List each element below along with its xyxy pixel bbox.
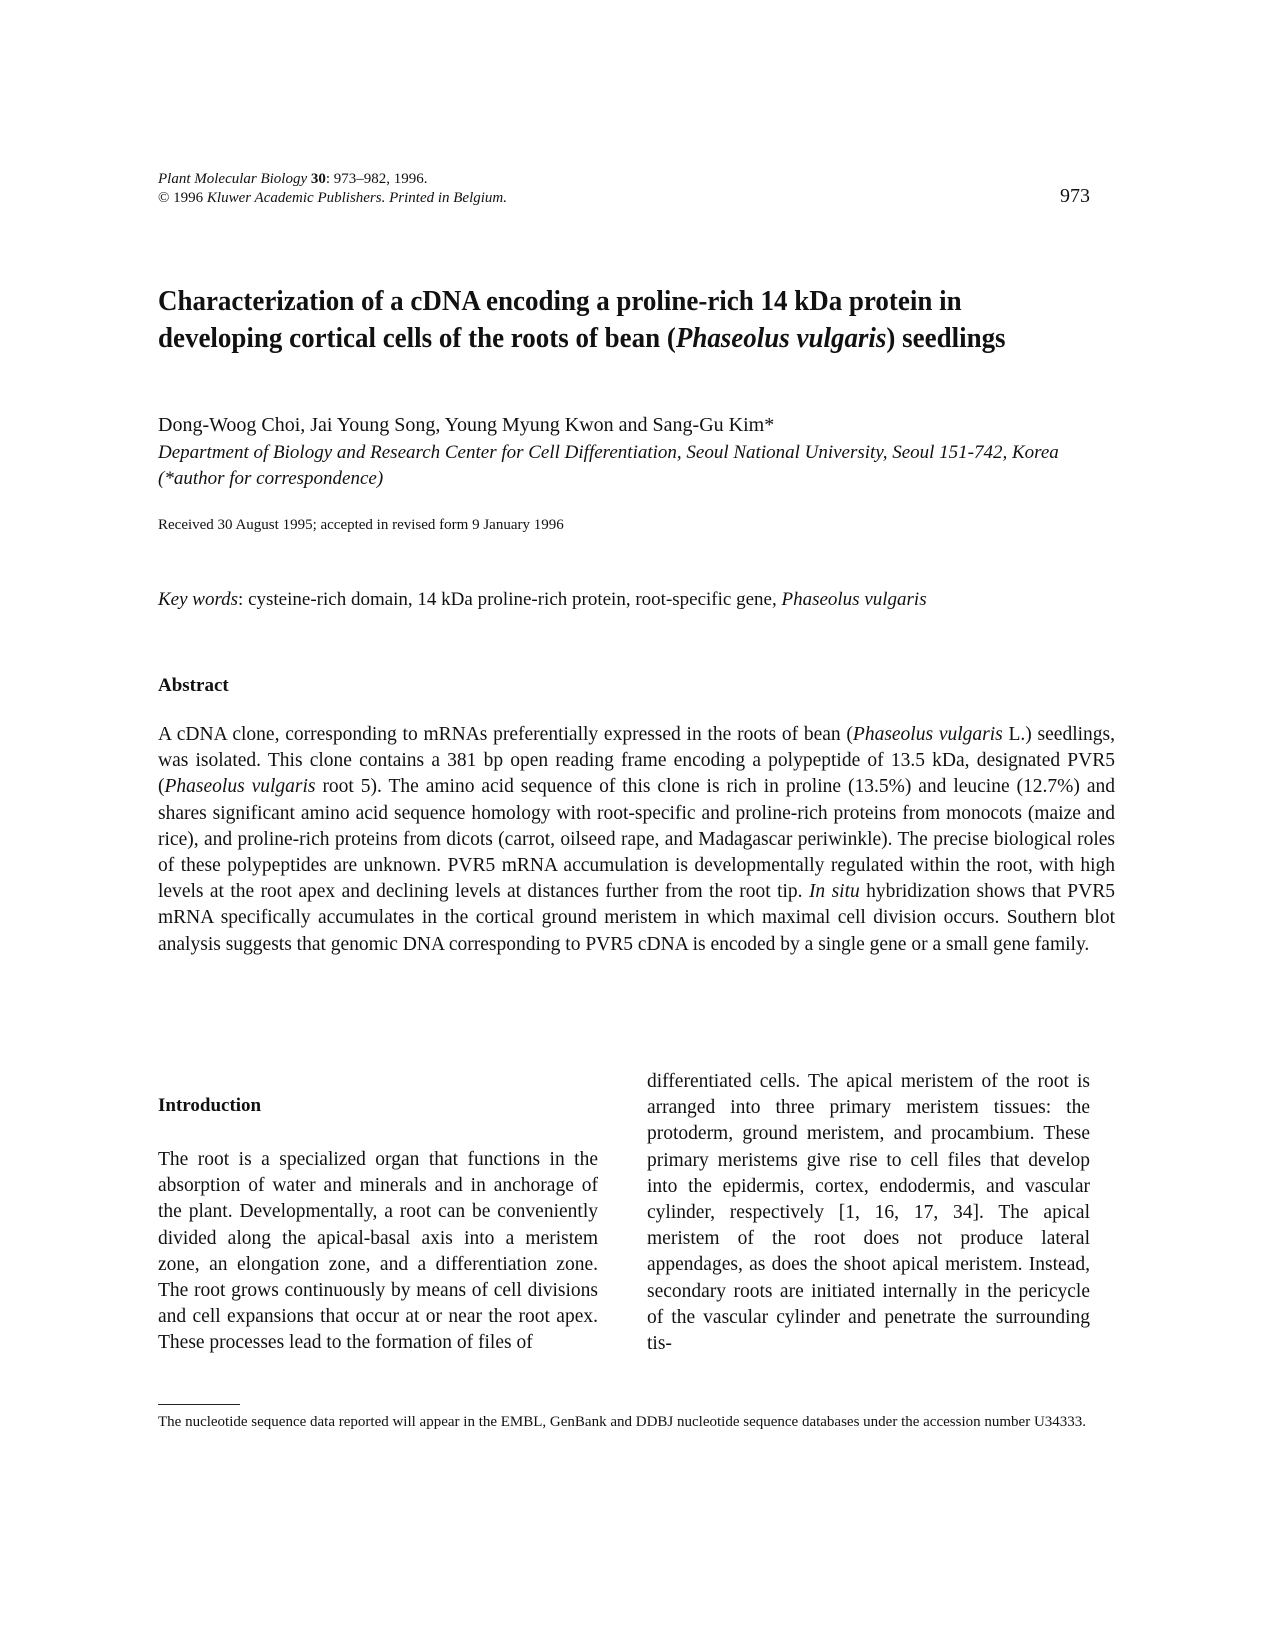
abstract-segment: root 5). The amino acid sequence of this clone is rich in proline (13.5%) and leucine (12.7%) and shares significant amino acid sequence homology with root-specific and proline-rich proteins from monocots (maize and rice), and proline-rich proteins from dicots (carrot, oilseed rape, and Madagascar periwinkle). The precise biological roles of these polypeptides are unknown. PVR5 mRNA accumulation is developmentally regulated within the root, with high levels at the root apex and declining levels at distances further from the root tip.	[158, 776, 1115, 903]
publisher: Kluwer Academic Publishers. Printed in Belgium.	[206, 190, 508, 206]
introduction-heading: Introduction	[158, 1095, 262, 1116]
journal-volume: 30	[310, 171, 326, 187]
abstract-segment: A cDNA clone, corresponding to mRNAs preferentially expressed in the roots of bean (	[158, 724, 853, 745]
footnote: The nucleotide sequence data reported will appear in the EMBL, GenBank and DDBJ nucleotide sequence databases under the accession number U34333.	[158, 1414, 1087, 1430]
title-main: Characterization of a cDNA encoding a proline-rich 14 kDa protein in developing cortical cells of the roots of bean (	[158, 285, 962, 354]
abstract-species: Phaseolus vulgaris	[852, 724, 1003, 745]
title-species: Phaseolus vulgaris	[675, 322, 887, 354]
paper-title	[158, 283, 1051, 357]
introduction-right-column: differentiated cells. The apical meristem of the root is arranged into three primary meristem tissues: the protoderm, ground meristem, and procambium. These primary meristems give rise to cell files that develop into the epidermis, cortex, endodermis, and vascular cylinder, respectively [1, 16, 17, 34]. The apical meristem of the root does not produce lateral appendages, as does the shoot apical meristem. Instead, secondary roots are initiated internally in the pericycle of the vascular cylinder and penetrate the surrounding tis-	[647, 1071, 1090, 1355]
introduction-left-column: The root is a specialized organ that functions in the absorption of water and minerals and in anchorage of the plant. Developmentally, a root can be conveniently divided along the apical-basal axis into a meristem zone, an elongation zone, and a differentiation zone. The root grows continuously by means of cell divisions and cell expansions that occur at or near the root apex. These processes lead to the formation of files of	[158, 1149, 598, 1354]
author-list: Dong-Woog Choi, Jai Young Song, Young Myung Kwon and Sang-Gu Kim*	[158, 414, 775, 436]
affiliation: Department of Biology and Research Center for Cell Differentiation, Seoul National University, Seoul 151-742, Korea (*author for correspondence)	[158, 442, 1059, 489]
abstract-body	[158, 722, 1115, 958]
abstract-heading: Abstract	[158, 675, 229, 696]
abstract-species: Phaseolus vulgaris	[164, 776, 316, 798]
page-number: 973	[1060, 185, 1090, 207]
journal-name: Plant Molecular Biology	[158, 171, 308, 187]
keywords-label: Key words	[158, 589, 239, 610]
journal-citation	[158, 170, 507, 208]
journal-pages-year: : 973–982, 1996.	[325, 171, 428, 187]
keywords-species: Phaseolus vulgaris	[781, 589, 927, 610]
abstract-segment: L.) seedlings, was isolated. This clone contains a 381 bp open reading frame encoding a polypeptide of 13.5 kDa, designated PVR5 (	[158, 724, 1115, 798]
abstract-in-situ: In situ	[808, 881, 860, 903]
abstract-segment: hybridization shows that PVR5 mRNA specifically accumulates in the cortical ground meristem in which maximal cell division occurs. Southern blot analysis suggests that genomic DNA corresponding to PVR5 cDNA is encoded by a single gene or a small gene family.	[158, 881, 1115, 955]
title-end: ) seedlings	[886, 322, 1006, 354]
footnote-divider	[158, 1404, 240, 1405]
keywords-text: : cysteine-rich domain, 14 kDa proline-rich protein, root-specific gene,	[238, 589, 782, 610]
keywords	[158, 589, 927, 611]
received-dates: Received 30 August 1995; accepted in revised form 9 January 1996	[158, 517, 564, 533]
copyright: © 1996	[158, 190, 207, 206]
